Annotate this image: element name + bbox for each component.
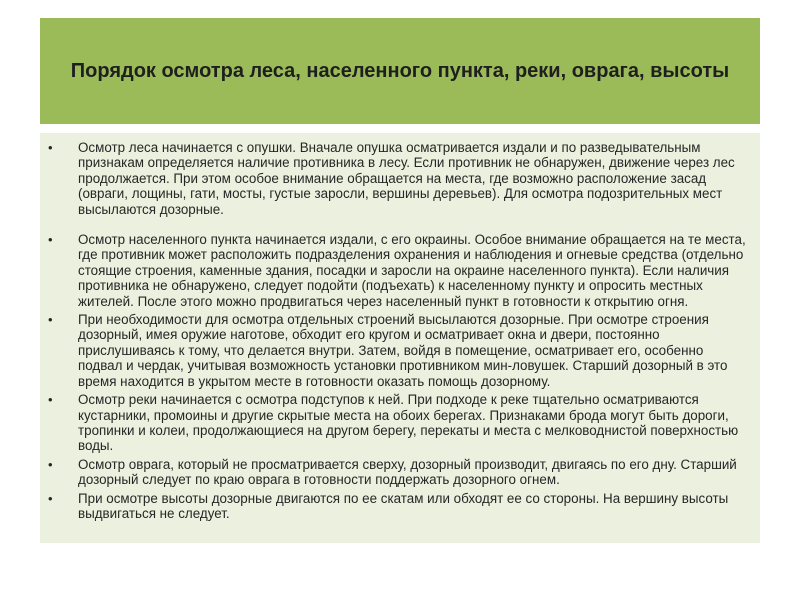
bullet-icon: • bbox=[48, 312, 53, 328]
bullet-settlement bbox=[40, 232, 760, 309]
bullet-text: Осмотр леса начинается с опушки. Вначале опушка осматривается издали и по разведывательным признакам определяется наличие противника в лесу. Если противник не обнаружен, движение через лес продолжается. При этом особое внимание обращается на места, где возможно расположение засад (овраги, лощины, гати, мосты, густые заросли, вершины деревьев). Для осмотра подозрительных мест высылаются дозорные. bbox=[78, 140, 735, 217]
bullet-text: Осмотр оврага, который не просматривается сверху, дозорный производит, двигаясь по его дну. Старший дозорный следует по краю оврага в готовности поддержать дозорного огнем. bbox=[78, 456, 737, 488]
bullet-list bbox=[40, 140, 760, 521]
bullet-text: При осмотре высоты дозорные двигаются по ее скатам или обходят ее со стороны. На вершину высоты выдвигаться не следует. bbox=[78, 490, 729, 521]
bullet-icon: • bbox=[48, 140, 53, 155]
bullet-forest bbox=[40, 140, 760, 217]
bullet-text: Осмотр населенного пункта начинается издали, с его окраины. Особое внимание обращается на те места, где противник может расположить подразделения охранения и наблюдения и огневые средства (отдельно стоящие строения, каменные здания, посадки и заросли на окраине населенного пункта). Если наличия противника не обнаружено, следует подойти (подъехать) к населенному пункту и опросить местных жителей. После этого можно продвигаться через населенный пункт в готовности к открытию огня. bbox=[78, 232, 746, 309]
bullet-icon: • bbox=[48, 392, 53, 408]
bullet-text: При необходимости для осмотра отдельных строений высылаются дозорные. При осмотре строения дозорный, имея оружие наготове, обходит его кругом и осматривает окна и двери, постоянно прислушиваясь к тому, что делается внутри. Затем, войдя в помещение, осматривает его, особенно подвал и чердак, учитывая возможность установки противником мин-ловушек. Старший дозорный в это время находится в укрытом месте в готовности оказать помощь дозорному. bbox=[78, 312, 728, 389]
bullet-icon: • bbox=[48, 456, 53, 472]
bullet-icon: • bbox=[48, 232, 53, 248]
bullet-text: Осмотр реки начинается с осмотра подступов к ней. При подходе к реке тщательно осматриваются кустарники, промоины и другие скрытые места на обоих берегах. Признаками брода могут быть дороги, тропинки и колеи, продолжающиеся на другом берегу, перекаты и места с мелководнистой поверхностью воды. bbox=[78, 392, 739, 454]
title-bar bbox=[40, 18, 760, 124]
bullet-buildings bbox=[40, 312, 760, 389]
slide-title: Порядок осмотра леса, населенного пункта, реки, оврага, высоты bbox=[70, 59, 730, 82]
bullet-height bbox=[40, 491, 760, 522]
bullet-ravine bbox=[40, 457, 760, 488]
bullet-river bbox=[40, 392, 760, 454]
bullet-icon: • bbox=[48, 490, 53, 506]
